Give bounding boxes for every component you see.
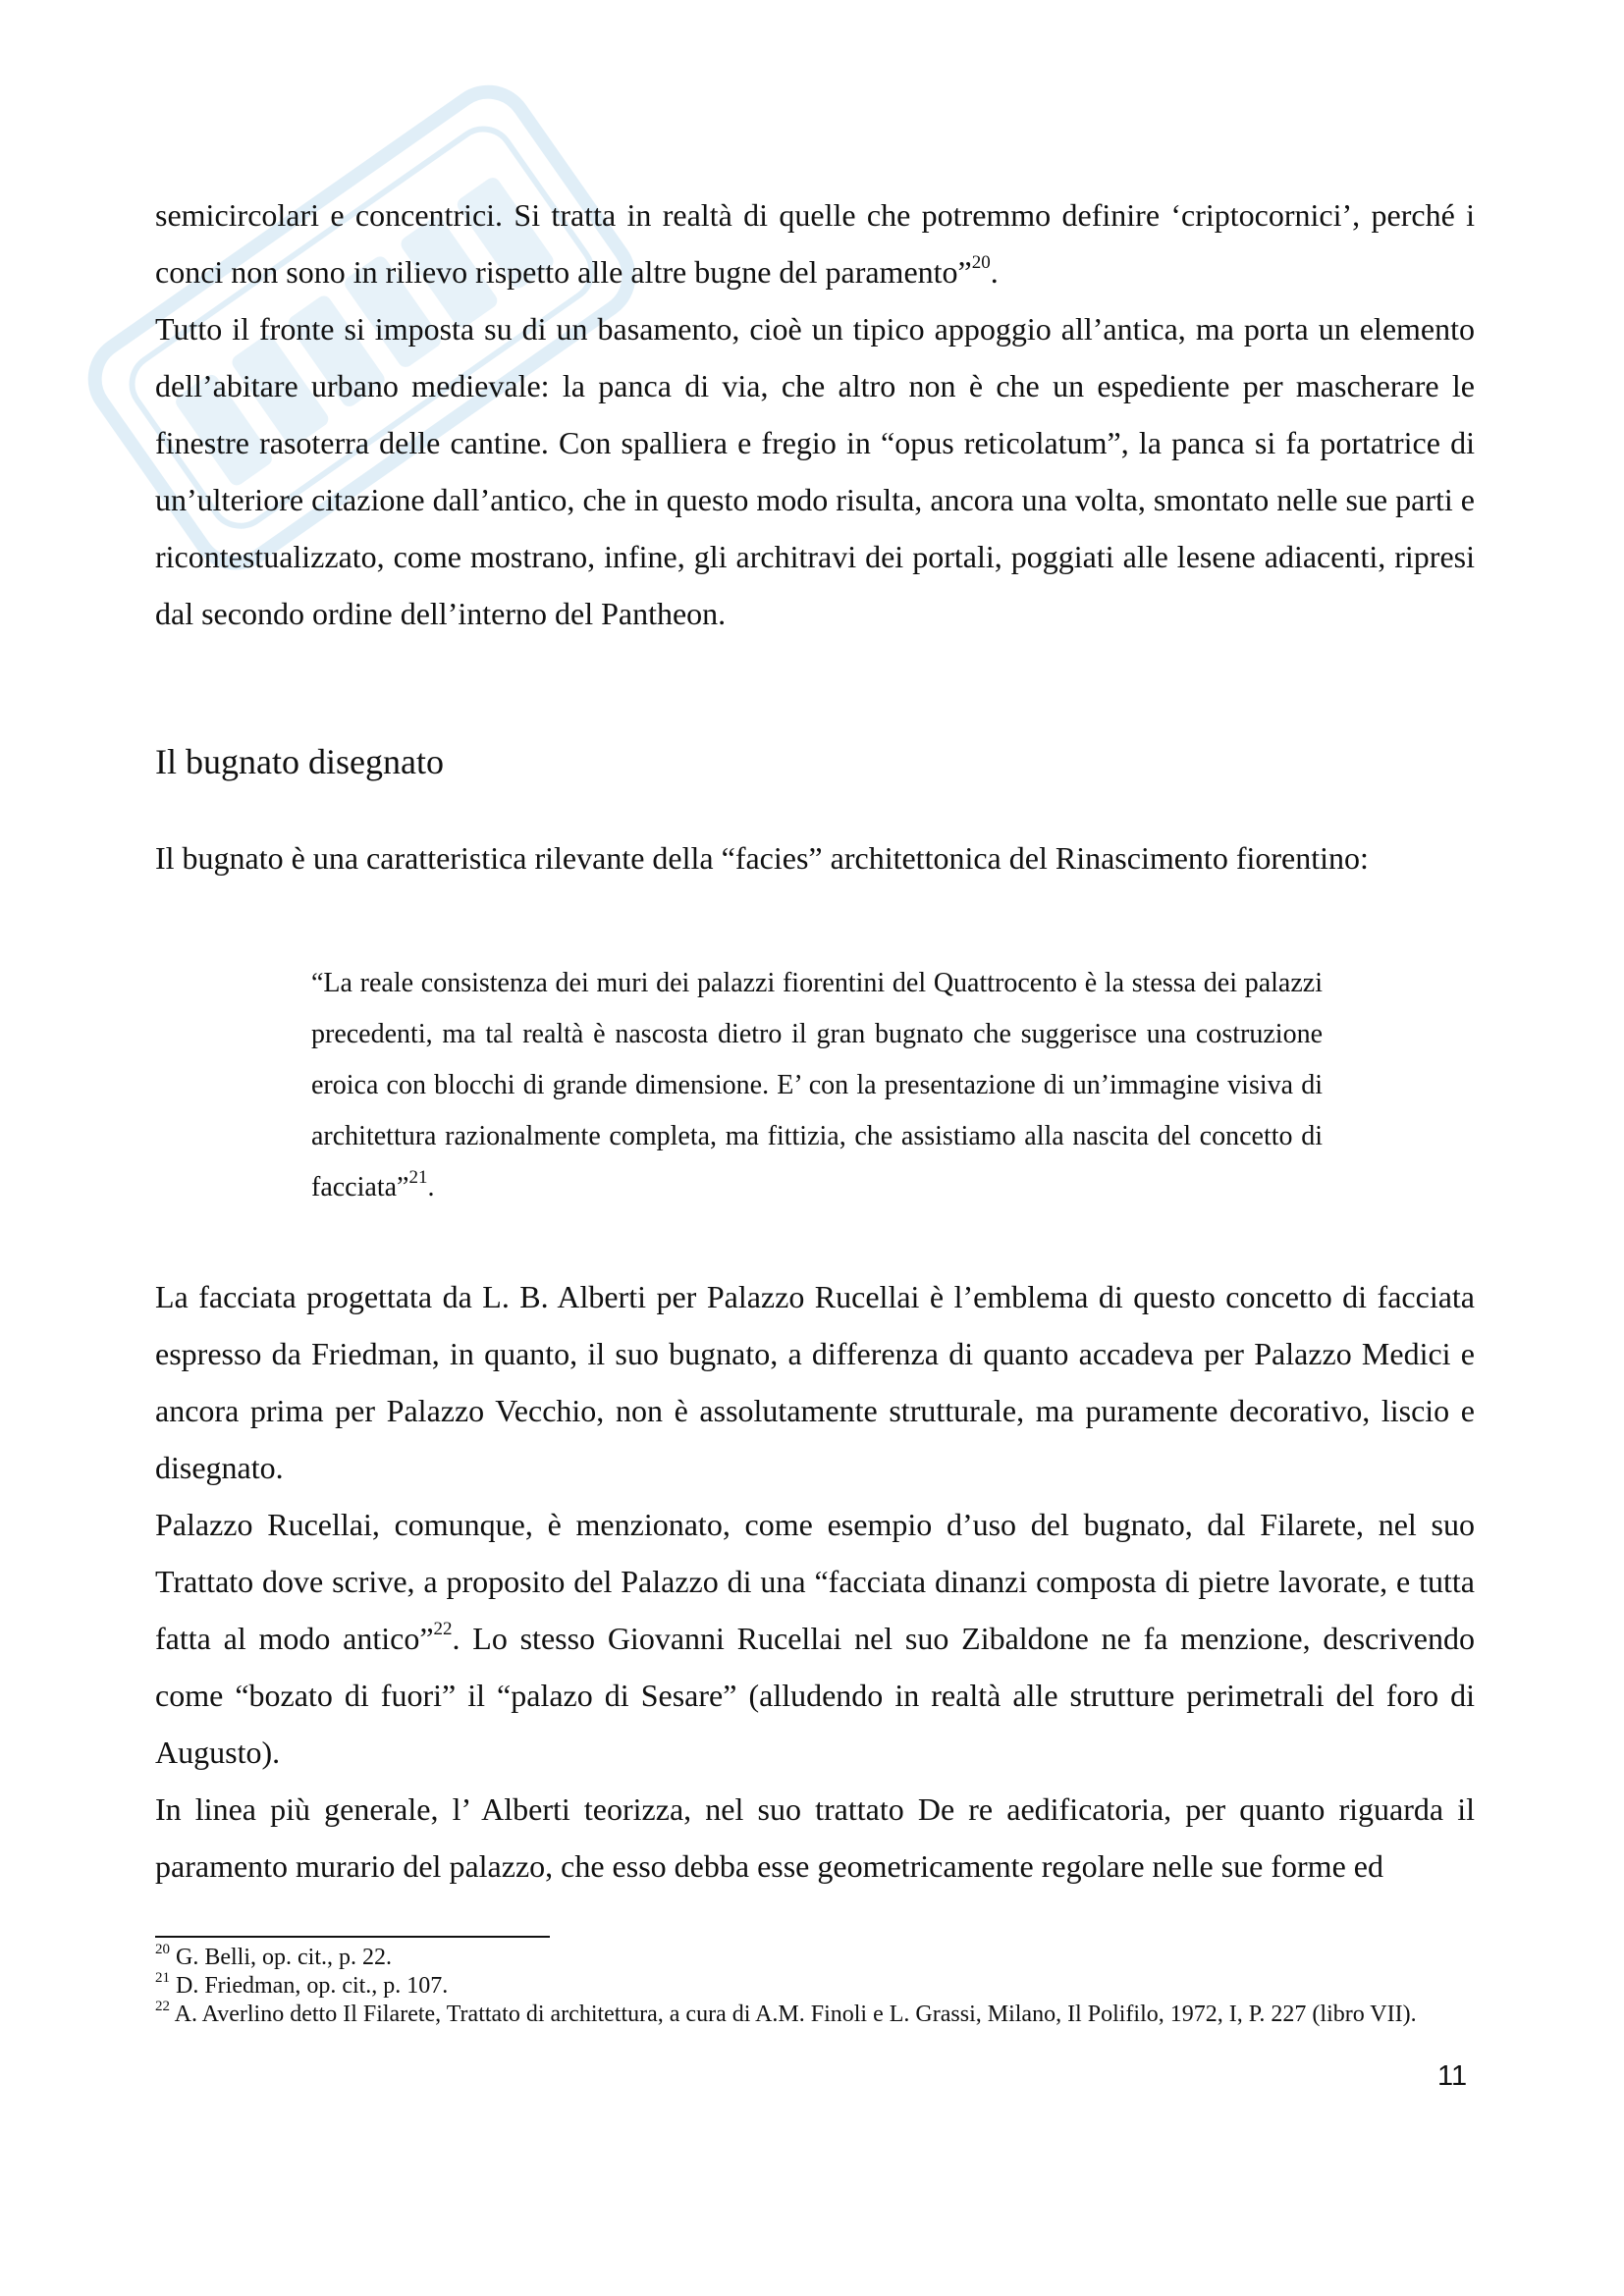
paragraph: semicircolari e concentrici. Si tratta in realtà di quelle che potremmo definire ‘criptocornici’, perché i conci non sono in rilievo rispetto alle altre bugne del paramento”$^{20}$. xyxy=(155,197,1475,290)
paragraph: Tutto il fronte si imposta su di un basamento, cioè un tipico appoggio all’antica, ma porta un elemento dell’abitare urbano medievale: la panca di via, che altro non è che un espediente per mascherare le finestre rasoterra delle cantine. Con spalliera e fregio in “opus reticolatum”, la panca si fa portatrice di un’ulteriore citazione dall’antico, che in questo modo risulta, ancora una volta, smontato nelle sue parti e ricontestualizzato, come mostrano, infine, gli architravi dei portali, poggiati alle lesene adiacenti, ripresi dal secondo ordine dell’interno del Pantheon. xyxy=(155,311,1475,631)
footnote-ref[interactable]: 21 xyxy=(408,1166,428,1188)
footnote-ref[interactable]: 22 xyxy=(433,1619,453,1640)
footnotes xyxy=(155,1944,1475,2029)
intro-paragraph: Il bugnato è una caratteristica rilevante della “facies” architettonica del Rinascimento fiorentino: xyxy=(155,840,1369,876)
block-quote: “La reale consistenza dei muri dei palazzi fiorentini del Quattrocento è la stessa dei palazzi precedenti, ma tal realtà è nascosta dietro il gran bugnato che suggerisce una costruzione eroica con blocchi di grande dimensione. E’ con la presentazione di un’immagine visiva di architettura razionalmente completa, ma fittizia, che assistiamo alla nascita del concetto di facciata”$^{21}$. xyxy=(311,968,1323,1202)
footnote: $^{22}$ A. Averlino detto Il Filarete, Trattato di architettura, a cura di A.M. Finoli e L. Grassi, Milano, Il Polifilo, 1972, I, P. 227 (libro VII). xyxy=(155,1999,1417,2027)
paragraph: In linea più generale, l’ Alberti teorizza, nel suo trattato De re aedificatoria, per quanto riguarda il paramento murario del palazzo, che esso debba esse geometricamente regolare nelle sue forme ed xyxy=(155,1791,1475,1884)
paragraph: Palazzo Rucellai, comunque, è menzionato, come esempio d’uso del bugnato, dal Filarete, nel suo Trattato dove scrive, a proposito del Palazzo di una “facciata dinanzi composta di pietre lavorate, e tutta fatta al modo antico”$^{22}$. Lo stesso Giovanni Rucellai nel suo Zibaldone ne fa menzione, descrivendo come “bozato di fuori” il “palazo di Sesare” (alludendo in realtà alle strutture perimetrali del foro di Augusto). xyxy=(155,1507,1475,1770)
footnote-separator xyxy=(155,1936,550,1938)
page-body xyxy=(155,187,1475,1884)
footnote-ref[interactable]: 20 xyxy=(971,252,991,274)
paragraph: La facciata progettata da L. B. Alberti per Palazzo Rucellai è l’emblema di questo concetto di facciata espresso da Friedman, in quanto, il suo bugnato, a differenza di quanto accadeva per Palazzo Medici e ancora prima per Palazzo Vecchio, non è assolutamente strutturale, ma puramente decorativo, liscio e disegnato. xyxy=(155,1279,1475,1485)
bottom-text-block xyxy=(155,1268,1475,1895)
page-number: 11 xyxy=(1437,2060,1468,2092)
footnote: $^{21}$ D. Friedman, op. cit., p. 107. xyxy=(155,1970,449,1999)
footnote: $^{20}$ G. Belli, op. cit., p. 22. xyxy=(155,1942,392,1970)
top-text-block xyxy=(155,187,1475,642)
section-heading: Il bugnato disegnato xyxy=(155,742,444,781)
